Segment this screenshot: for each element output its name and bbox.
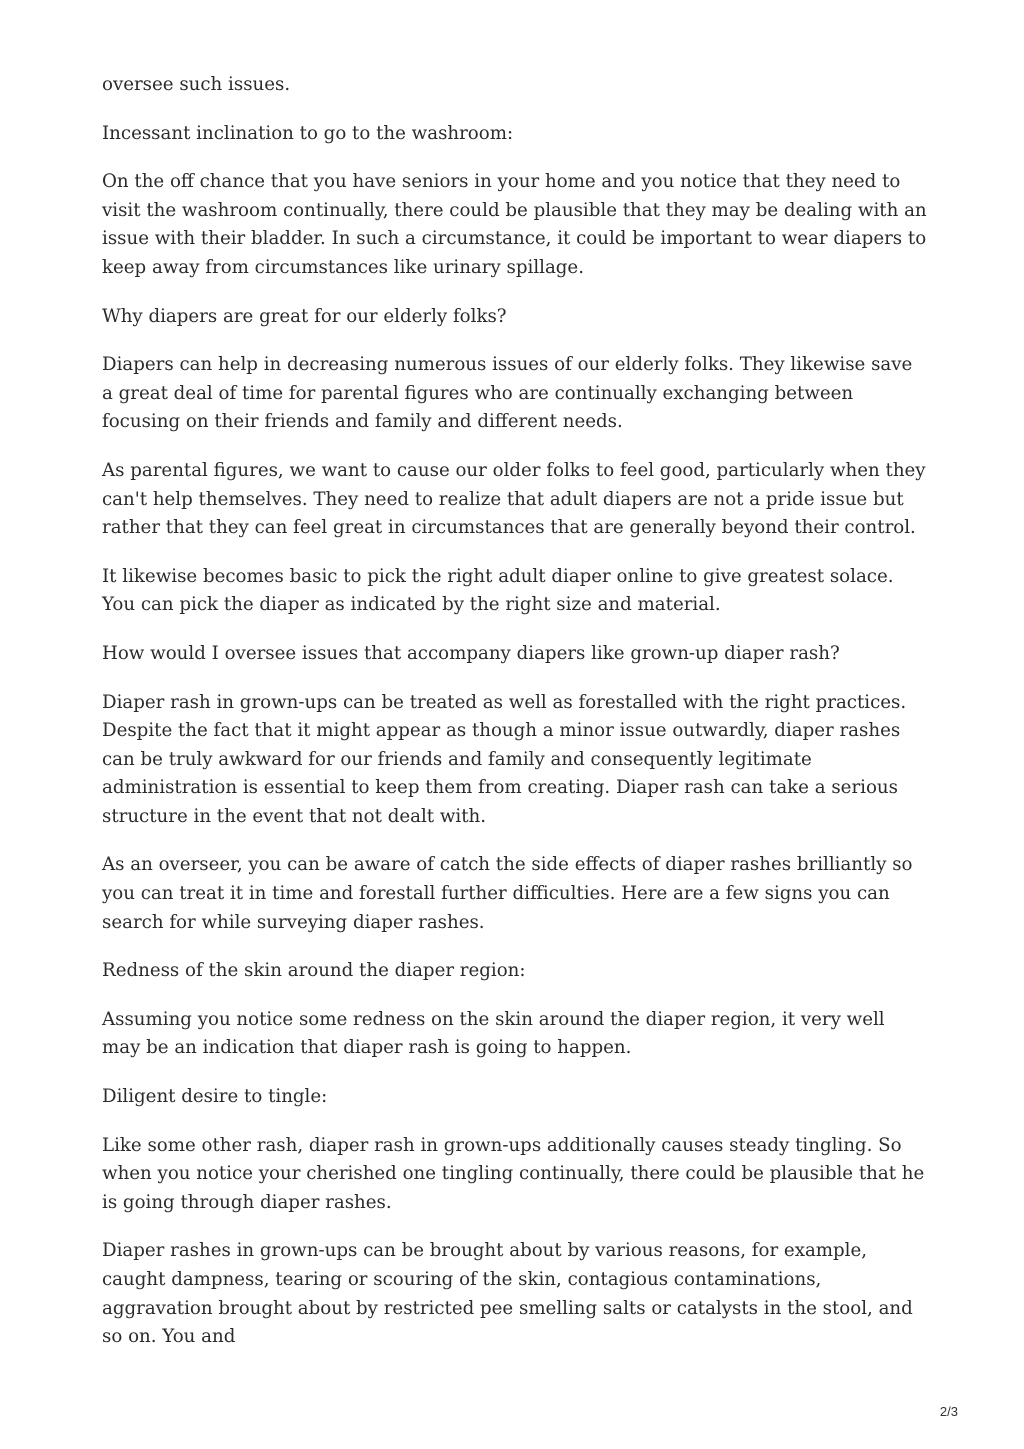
- paragraph-pick-diaper: It likewise becomes basic to pick the right adult diaper online to give greatest solace. You can pick the diaper as indicated by the right size and material.: [102, 565, 894, 616]
- paragraph-diapers-help: Diapers can help in decreasing numerous issues of our elderly folks. They likewise save a great deal of time for parental figures who are continually exchanging between focusing on their friends and family and different needs.: [102, 354, 913, 433]
- paragraph-washroom: On the off chance that you have seniors in your home and you notice that they need to visit the washroom continually, there could be plausible that they may be dealing with an issue with their bladder. In such a circumstance, it could be important to wear diapers to keep away from circumstances like urinary spillage.: [102, 171, 927, 278]
- paragraph-rash-treatment: Diaper rash in grown-ups can be treated as well as forestalled with the right practices. Despite the fact that it might appear as though a minor issue outwardly, diaper rashes can be truly awkward for our friends and family and consequently legitimate administration is essential to keep them from creating. Diaper rash can take a serious structure in the event that not dealt with.: [102, 691, 907, 827]
- paragraph-overseer: As an overseer, you can be aware of catch the side effects of diaper rashes brilliantly so you can treat it in time and forestall further difficulties. Here are a few signs you can search for while surveying diaper rashes.: [102, 854, 913, 933]
- paragraph-parental-figures: As parental figures, we want to cause our older folks to feel good, particularly when they can't help themselves. They need to realize that adult diapers are not a pride issue but rather that they can feel great in circumstances that are generally beyond their control.: [102, 459, 926, 539]
- paragraph-redness: Assuming you notice some redness on the skin around the diaper region, it very well may be an indication that diaper rash is going to happen.: [102, 1008, 885, 1059]
- heading-why-diapers: Why diapers are great for our elderly folks?: [102, 305, 507, 327]
- document-body: [102, 71, 928, 1372]
- heading-redness: Redness of the skin around the diaper region:: [102, 960, 526, 982]
- paragraph-causes: Diaper rashes in grown-ups can be brought about by various reasons, for example, caught dampness, tearing or scouring of the skin, contagious contaminations, aggravation brought about by restricted pee smelling salts or catalysts in the stool, and so on. You and: [102, 1240, 913, 1348]
- paragraph-tingle: Like some other rash, diaper rash in grown-ups additionally causes steady tingling. So when you notice your cherished one tingling continually, there could be plausible that he is going through diaper rashes.: [102, 1134, 925, 1213]
- heading-tingle: Diligent desire to tingle:: [102, 1086, 328, 1108]
- heading-diaper-rash: How would I oversee issues that accompany diapers like grown-up diaper rash?: [102, 642, 840, 664]
- heading-washroom: Incessant inclination to go to the washroom:: [102, 122, 514, 144]
- page-number: 2/3: [939, 1404, 958, 1419]
- paragraph-continuation: oversee such issues.: [102, 74, 291, 95]
